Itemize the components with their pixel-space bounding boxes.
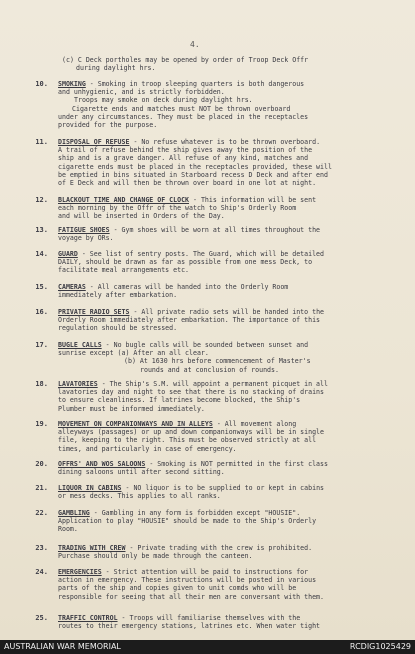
item-line: - All movement along	[216, 420, 297, 428]
item-line: to ensure cleanliness. If latrines become blocked, the Ship's	[58, 396, 301, 405]
item-line: - Smoking is NOT permitted in the first class	[149, 460, 328, 468]
page-number: 4.	[190, 40, 200, 49]
item-line: - Smoking in troop sleeping quarters is both dangerous	[89, 80, 305, 88]
item-line: facilitate meal arrangements etc.	[58, 266, 190, 275]
item-line: under any circumstances. They must be placed in the receptacles	[58, 112, 309, 121]
item-line: (c) C Deck portholes may be opened by order of Troop Deck Offr	[62, 56, 309, 64]
item-heading: TRAFFIC CONTROL	[58, 614, 118, 622]
item-heading: LIQUOR IN CABINS	[58, 484, 122, 492]
record-id: RCDIG1025429	[349, 642, 411, 651]
item-line: parts of the ship and copies given to unit comds who will be	[58, 584, 297, 593]
item-number: 21.	[35, 484, 48, 492]
item-number: 13.	[35, 226, 48, 234]
item-heading: GUARD	[58, 250, 78, 258]
item-line: - All private radio sets will be handed into the	[133, 308, 325, 316]
item-line: Plumber must be informed immediately.	[58, 404, 205, 413]
item-number: 18.	[35, 380, 48, 388]
item-number: 19.	[35, 420, 48, 428]
item-number: 11.	[35, 138, 48, 146]
item-line: lavatories day and night to see that there is no stacking of drains	[58, 388, 324, 397]
item-line: Application to play "HOUSIE" should be made to the Ship's Orderly	[58, 517, 317, 526]
item-line: dining saloons until after second sitting.	[58, 468, 225, 477]
item-number: 20.	[35, 460, 48, 468]
item-heading: BUGLE CALLS	[58, 341, 102, 349]
item-number: 10.	[35, 80, 48, 88]
item-line: sunrise except (a) After an all clear.	[58, 349, 209, 358]
item-number: 23.	[35, 544, 48, 552]
item-line: - Gym shoes will be worn at all times throughout the	[113, 226, 321, 234]
item-line: A trail of refuse behind the ship gives away the position of the	[58, 146, 313, 155]
item-line: - No refuse whatever is to be thrown overboard.	[133, 138, 321, 146]
item-number: 16.	[35, 308, 48, 316]
item-line: regulation should be stressed.	[58, 324, 178, 333]
item-line: or mess decks. This applies to all ranks.	[58, 492, 221, 501]
item-number: 14.	[35, 250, 48, 258]
item-heading: OFFRS' AND WOS SALOONS	[58, 460, 146, 468]
item-heading: DISPOSAL OF REFUSE	[58, 138, 130, 146]
item-number: 24.	[35, 568, 48, 576]
item-line: - Strict attention will be paid to instructions for	[105, 568, 309, 576]
item-line: during daylight hrs.	[76, 64, 156, 73]
item-line: DAILY, should be drawn as far as possible from one mess Deck, to	[58, 258, 313, 267]
item-line: provided for the purpose.	[58, 121, 158, 130]
item-line: - NO liquor is to be supplied to or kept in cabins	[125, 484, 325, 492]
item-line: Room.	[58, 525, 78, 534]
item-line: be emptied in bins situated in Starboard recess D Deck and after end	[58, 170, 328, 179]
item-line: - No bugle calls will be sounded between sunset and	[105, 341, 309, 349]
item-heading: GAMBLING	[58, 509, 90, 517]
item-line: - Troops will familiarise themselves with the	[121, 614, 301, 622]
archive-footer	[0, 640, 415, 654]
item-heading: LAVATORIES	[58, 380, 98, 388]
item-line: (b) At 1630 hrs before commencement of Master's	[124, 357, 311, 366]
item-line: rounds and at conclusion of rounds.	[140, 365, 279, 374]
item-line: Cigarette ends and matches must NOT be thrown overboard	[72, 104, 291, 113]
item-line: - See list of sentry posts. The Guard, which will be detailed	[81, 250, 324, 258]
item-line: action in emergency. These instructions will be posted in various	[58, 576, 317, 585]
item-line: times, and particularly in case of emergency.	[58, 444, 237, 453]
item-line: each morning by the Offr of the watch to Ship's Orderly Room	[58, 204, 297, 213]
item-heading: TRADING WITH CREW	[58, 544, 126, 552]
item-line: immediately after embarkation.	[58, 291, 178, 300]
item-heading: BLACKOUT TIME AND CHANGE OF CLOCK	[58, 196, 190, 204]
item-line: Orderly Room immediately after embarkation. The importance of this	[58, 316, 321, 325]
item-line: cigarette ends must be placed in the receptacles provided, these will	[58, 162, 332, 171]
item-number: 15.	[35, 283, 48, 291]
item-number: 17.	[35, 341, 48, 349]
item-number: 12.	[35, 196, 48, 204]
item-line: routes to their emergency stations, latrines etc. When water tight	[58, 622, 321, 631]
item-number: 25.	[35, 614, 48, 622]
item-number: 22.	[35, 509, 48, 517]
item-heading: SMOKING	[58, 80, 86, 88]
item-line: and will be inserted in Orders of the Day.	[58, 212, 225, 221]
item-line: - This information will be sent	[193, 196, 317, 204]
item-heading: MOVEMENT ON COMPANIONWAYS AND IN ALLEYS	[58, 420, 213, 428]
item-line: - All cameras will be handed into the Orderly Room	[89, 283, 289, 291]
item-heading: FATIGUE SHOES	[58, 226, 110, 234]
item-line: ship and is a grave danger. All refuse of any kind, matches and	[58, 154, 309, 163]
archive-name: AUSTRALIAN WAR MEMORIAL	[4, 642, 121, 651]
item-line: file, keeping to the right. This must be observed strictly at all	[58, 436, 317, 445]
item-line: and unhygienic, and is strictly forbidden.	[58, 88, 225, 97]
item-line: - Gambling in any form is forbidden except "HOUSIE".	[93, 509, 301, 517]
item-line: Troops may smoke on deck during daylight hrs.	[74, 96, 253, 105]
item-heading: CAMERAS	[58, 283, 86, 291]
item-line: of E Deck and will then be thrown over board in one lot at night.	[58, 179, 317, 188]
item-heading: PRIVATE RADIO SETS	[58, 308, 130, 316]
item-line: alleyways (passages) or up and down companionways will be in single	[58, 428, 324, 437]
item-line: responsible for seeing that all their men are conversant with them.	[58, 592, 324, 601]
item-line: - Private trading with the crew is prohibited.	[129, 544, 313, 552]
item-line: Purchase should only be made through the canteen.	[58, 552, 253, 561]
item-heading: EMERGENCIES	[58, 568, 102, 576]
item-line: - The Ship's S.M. will appoint a permanent picquet in all	[101, 380, 328, 388]
item-line: voyage by ORs.	[58, 234, 114, 243]
